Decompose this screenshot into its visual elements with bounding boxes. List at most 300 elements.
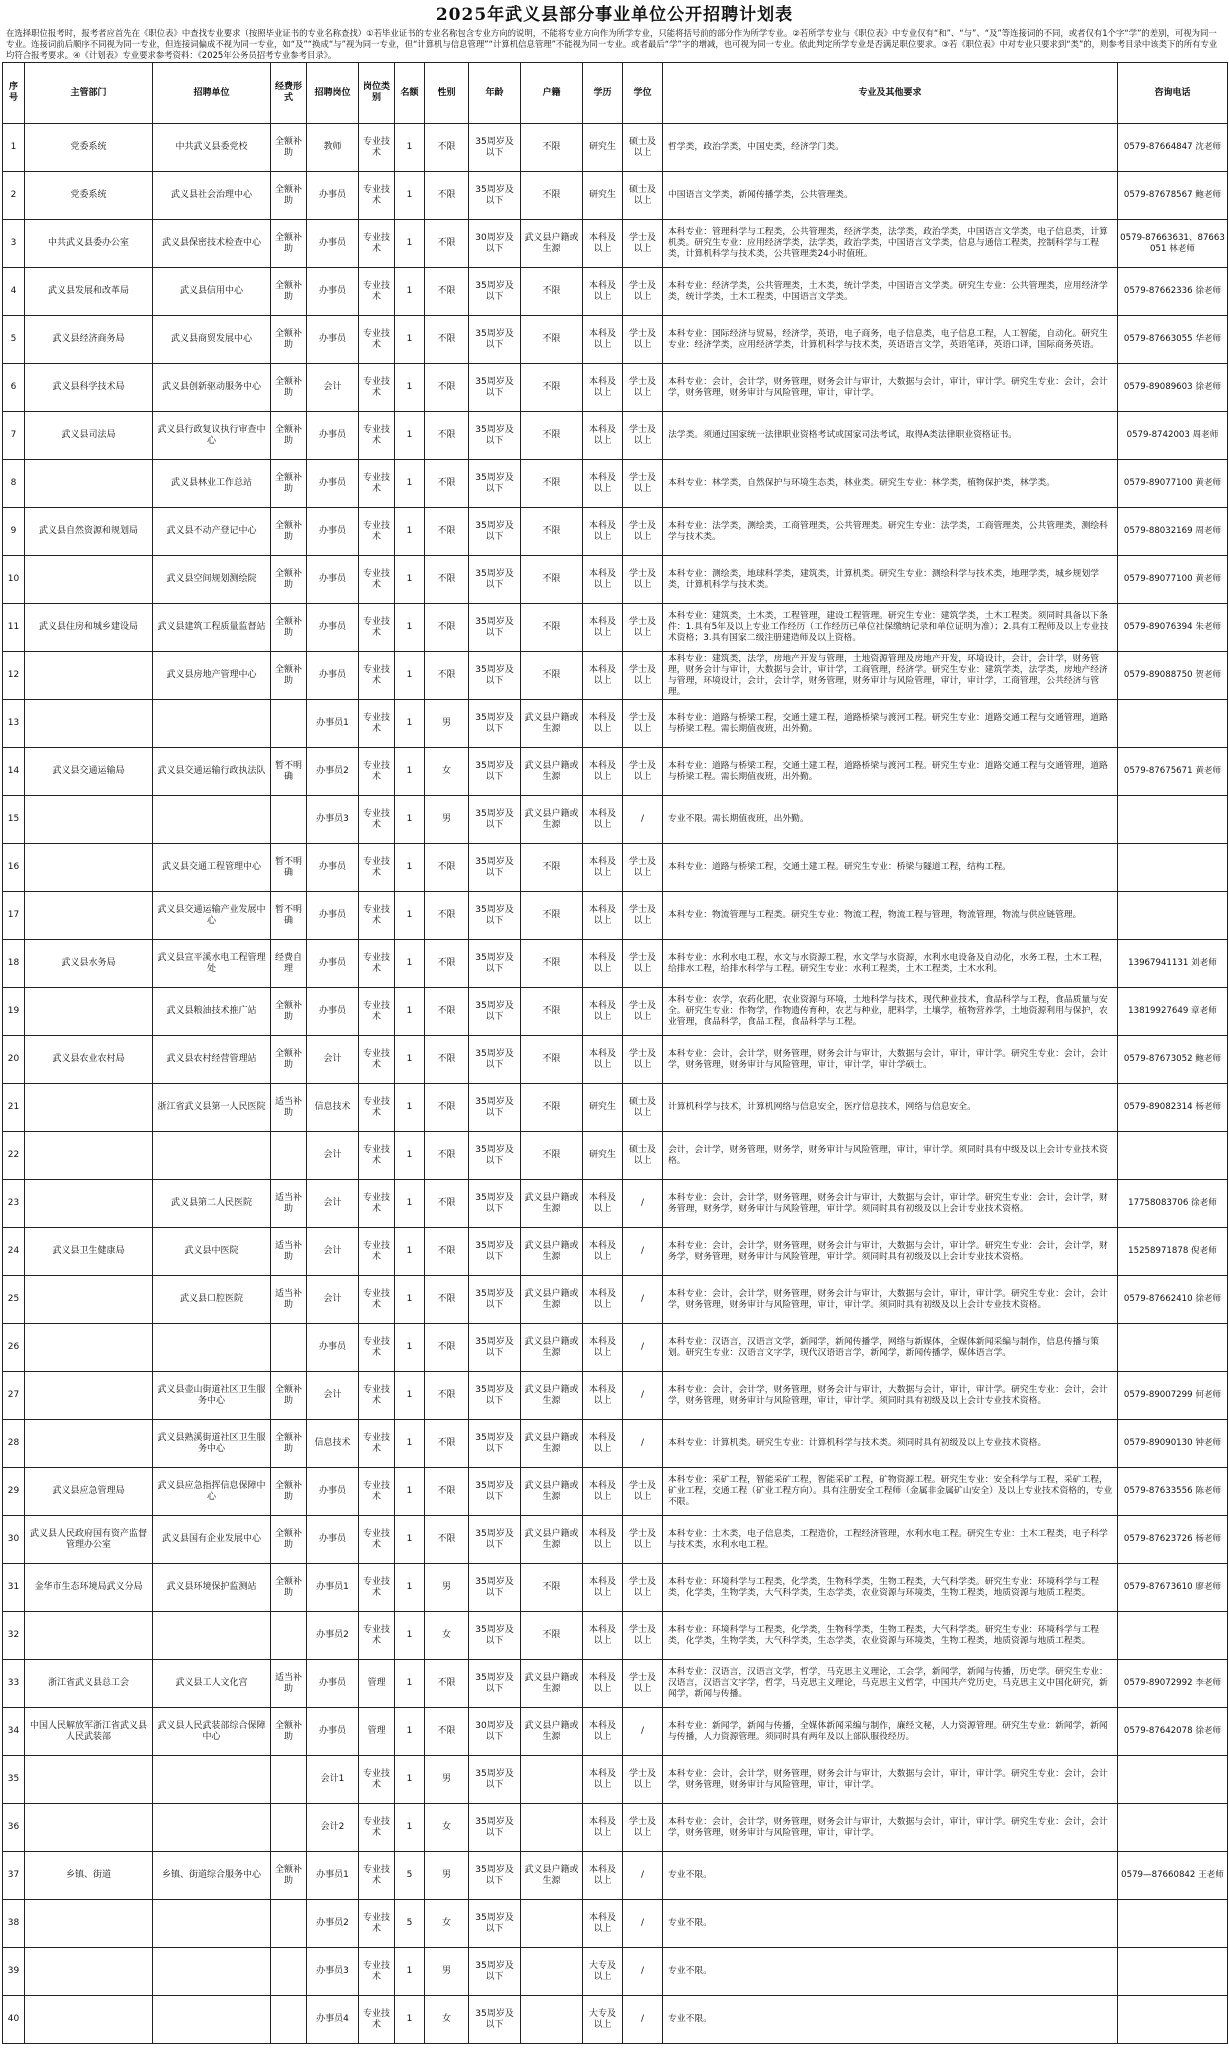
unit-cell [153,1756,271,1804]
contact-cell: 13967941131 刘老师 [1118,940,1228,988]
requirements-cell: 本科专业：道路与桥梁工程，交通土建工程。研究生专业：桥梁与隧道工程，结构工程。 [663,844,1118,892]
funding-cell: 全额补助 [271,1852,307,1900]
household-cell [521,1996,583,2044]
table-row [3,1180,1228,1228]
age-cell: 35周岁及以下 [469,508,521,556]
table-row [3,1900,1228,1948]
degree-cell: 学士及以上 [623,1468,663,1516]
quota-cell: 1 [395,1804,425,1852]
position-cell: 办事员3 [307,796,359,844]
row-number-cell: 26 [3,1324,25,1372]
row-number-cell: 37 [3,1852,25,1900]
household-cell: 武义县户籍或生源 [521,1516,583,1564]
requirements-cell: 本科专业：管理科学与工程类，公共管理类，经济学类，法学类，政治学类，中国语言文学类，电子信息类，计算机类。研究生专业：应用经济学类，法学类，政治学类，中国语言文学类，信息与通信工程类，控制科学与工程类，计算机科学与技术类，公共管理类24小时值班。 [663,220,1118,268]
requirements-cell: 本科专业：汉语言，汉语言文学，哲学，马克思主义理论，工会学，新闻学，新闻与传播，历史学。研究生专业：汉语言，汉语言文字学，哲学，马克思主义理论，马克思主义哲学，中国共产党历史，马克思主义中国化研究，新闻学，新闻与传播。 [663,1660,1118,1708]
position-cell: 办事员 [307,268,359,316]
funding-cell [271,1948,307,1996]
table-row [3,1372,1228,1420]
household-cell: 不限 [521,604,583,652]
requirements-cell: 专业不限。 [663,1948,1118,1996]
department-cell [25,1372,153,1420]
education-cell: 本科及以上 [583,556,623,604]
gender-cell: 不限 [425,604,469,652]
age-cell: 35周岁及以下 [469,700,521,748]
household-cell: 武义县户籍或生源 [521,796,583,844]
education-cell: 本科及以上 [583,1852,623,1900]
header-cell: 专业及其他要求 [663,63,1118,124]
category-cell: 专业技术 [359,412,395,460]
gender-cell: 女 [425,748,469,796]
unit-cell: 武义县交通运输行政执法队 [153,748,271,796]
age-cell: 35周岁及以下 [469,1084,521,1132]
household-cell: 不限 [521,556,583,604]
age-cell: 30周岁及以下 [469,1708,521,1756]
contact-cell: 13819927649 章老师 [1118,988,1228,1036]
department-cell [25,1996,153,2044]
funding-cell: 全额补助 [271,268,307,316]
department-cell: 武义县自然资源和规划局 [25,508,153,556]
age-cell: 35周岁及以下 [469,1756,521,1804]
table-row [3,844,1228,892]
position-cell: 办事员 [307,556,359,604]
position-cell: 办事员 [307,1516,359,1564]
household-cell: 不限 [521,124,583,172]
row-number-cell: 20 [3,1036,25,1084]
degree-cell: 学士及以上 [623,1036,663,1084]
requirements-cell: 本科专业：环境科学与工程类，化学类，生物科学类，生物工程类，大气科学类。研究生专业：环境科学与工程类，化学类，生物学类，大气科学类，生态学类，农业资源与环境类，生物工程类，地质资源与地质工程类。 [663,1612,1118,1660]
contact-cell: 0579-89076394 朱老师 [1118,604,1228,652]
contact-cell [1118,1756,1228,1804]
education-cell: 大专及以上 [583,1948,623,1996]
table-row [3,1612,1228,1660]
unit-cell: 浙江省武义县第一人民医院 [153,1084,271,1132]
position-cell: 办事员 [307,844,359,892]
unit-cell: 武义县应急指挥信息保障中心 [153,1468,271,1516]
degree-cell: / [623,796,663,844]
row-number-cell: 1 [3,124,25,172]
gender-cell: 不限 [425,412,469,460]
department-cell: 党委系统 [25,124,153,172]
age-cell: 35周岁及以下 [469,1324,521,1372]
category-cell: 专业技术 [359,892,395,940]
recruitment-table [2,62,1228,2044]
age-cell: 35周岁及以下 [469,844,521,892]
household-cell: 不限 [521,1612,583,1660]
header-cell: 岗位类别 [359,63,395,124]
contact-cell: 0579-87675671 黄老师 [1118,748,1228,796]
household-cell: 武义县户籍或生源 [521,1660,583,1708]
contact-cell: 0579-8742003 周老师 [1118,412,1228,460]
requirements-cell: 本科专业：会计，会计学，财务管理，财务会计与审计，大数据与会计，审计，审计学。研究生专业：会计，会计学，财务管理，财务审计与风险管理，审计，审计学。须同时具有初级及以上会计专业技术资格。 [663,1276,1118,1324]
contact-cell: 0579—87660842 王老师 [1118,1852,1228,1900]
unit-cell: 武义县建筑工程质量监督站 [153,604,271,652]
age-cell: 35周岁及以下 [469,652,521,700]
household-cell: 武义县户籍或生源 [521,220,583,268]
department-cell: 中国人民解放军浙江省武义县人民武装部 [25,1708,153,1756]
unit-cell: 武义县人民武装部综合保障中心 [153,1708,271,1756]
degree-cell: / [623,1324,663,1372]
table-row [3,364,1228,412]
category-cell: 专业技术 [359,508,395,556]
position-cell: 信息技术 [307,1084,359,1132]
age-cell: 35周岁及以下 [469,316,521,364]
funding-cell: 适当补助 [271,1660,307,1708]
unit-cell [153,1996,271,2044]
unit-cell: 武义县交通工程管理中心 [153,844,271,892]
requirements-cell: 本科专业：会计，会计学，财务管理，财务会计与审计，大数据与会计，审计，审计学。研究生专业：会计，会计学，财务管理，财务审计与风险管理，审计，审计学。 [663,1756,1118,1804]
quota-cell: 1 [395,1612,425,1660]
funding-cell: 全额补助 [271,172,307,220]
position-cell: 办事员3 [307,1948,359,1996]
household-cell: 武义县户籍或生源 [521,1228,583,1276]
education-cell: 本科及以上 [583,1468,623,1516]
unit-cell: 武义县交通运输产业发展中心 [153,892,271,940]
gender-cell: 不限 [425,508,469,556]
age-cell: 35周岁及以下 [469,1180,521,1228]
contact-cell: 0579-89088750 贺老师 [1118,652,1228,700]
education-cell: 本科及以上 [583,268,623,316]
education-cell: 本科及以上 [583,988,623,1036]
requirements-cell: 哲学类，政治学类，中国史类，经济学门类。 [663,124,1118,172]
quota-cell: 1 [395,412,425,460]
requirements-cell: 本科专业：农学，农药化肥，农业资源与环境，土地科学与技术，现代种业技术，食品科学与工程，食品质量与安全。研究生专业：作物学，作物遗传育种，农艺与种业，肥料学，土壤学，植物营养学，土地资源利用与保护，农业管理，食品科学，食品工程，食品科学与工程。 [663,988,1118,1036]
gender-cell: 不限 [425,1084,469,1132]
category-cell: 专业技术 [359,1852,395,1900]
education-cell: 本科及以上 [583,652,623,700]
unit-cell: 武义县行政复议执行审查中心 [153,412,271,460]
unit-cell: 中共武义县委党校 [153,124,271,172]
quota-cell: 5 [395,1900,425,1948]
requirements-cell: 本科专业：汉语言，汉语言文学，新闻学，新闻传播学，网络与新媒体，全媒体新闻采编与制作，信息传播与策划。研究生专业：汉语言文字学，现代汉语语言学，新闻学，新闻传播学，媒体语言学。 [663,1324,1118,1372]
quota-cell: 1 [395,1420,425,1468]
category-cell: 专业技术 [359,1420,395,1468]
quota-cell: 1 [395,1228,425,1276]
funding-cell [271,1132,307,1180]
position-cell: 办事员1 [307,1564,359,1612]
household-cell: 不限 [521,1564,583,1612]
header-cell: 名额 [395,63,425,124]
quota-cell: 1 [395,1084,425,1132]
category-cell: 专业技术 [359,940,395,988]
degree-cell: / [623,1372,663,1420]
department-cell [25,1180,153,1228]
row-number-cell: 15 [3,796,25,844]
education-cell: 本科及以上 [583,1564,623,1612]
quota-cell: 5 [395,1852,425,1900]
quota-cell: 1 [395,1996,425,2044]
gender-cell: 不限 [425,1180,469,1228]
education-cell: 研究生 [583,124,623,172]
education-cell: 研究生 [583,1084,623,1132]
requirements-cell: 本科专业：会计，会计学，财务管理，财务会计与审计，大数据与会计，审计，审计学。研究生专业：会计，会计学，财务管理，财务审计与风险管理，审计，审计学。须同时具有初级及以上会计专业技术资格。 [663,1372,1118,1420]
position-cell: 会计 [307,1276,359,1324]
position-cell: 会计2 [307,1804,359,1852]
requirements-cell: 专业不限。需长期值夜班，出外勤。 [663,796,1118,844]
gender-cell: 男 [425,1852,469,1900]
department-cell: 武义县科学技术局 [25,364,153,412]
department-cell: 武义县水务局 [25,940,153,988]
age-cell: 35周岁及以下 [469,1660,521,1708]
requirements-cell: 计算机科学与技术，计算机网络与信息安全，医疗信息技术，网络与信息安全。 [663,1084,1118,1132]
row-number-cell: 12 [3,652,25,700]
degree-cell: / [623,1708,663,1756]
age-cell: 35周岁及以下 [469,1948,521,1996]
table-body [3,124,1228,2044]
position-cell: 办事员 [307,172,359,220]
contact-cell: 0579-89089603 徐老师 [1118,364,1228,412]
department-cell: 武义县经济商务局 [25,316,153,364]
position-cell: 会计 [307,1036,359,1084]
contact-cell: 0579-87663055 华老师 [1118,316,1228,364]
age-cell: 35周岁及以下 [469,1468,521,1516]
contact-cell [1118,1996,1228,2044]
table-row [3,508,1228,556]
table-row [3,124,1228,172]
position-cell: 会计 [307,1228,359,1276]
education-cell: 本科及以上 [583,1276,623,1324]
unit-cell [153,1324,271,1372]
table-row [3,1228,1228,1276]
category-cell: 专业技术 [359,1948,395,1996]
department-cell: 武义县卫生健康局 [25,1228,153,1276]
contact-cell: 0579-87662336 徐老师 [1118,268,1228,316]
funding-cell: 全额补助 [271,1708,307,1756]
degree-cell: 学士及以上 [623,988,663,1036]
category-cell: 专业技术 [359,604,395,652]
header-cell: 户籍 [521,63,583,124]
contact-cell: 0579-87678567 鲍老师 [1118,172,1228,220]
row-number-cell: 8 [3,460,25,508]
row-number-cell: 28 [3,1420,25,1468]
quota-cell: 1 [395,796,425,844]
department-cell: 武义县农业农村局 [25,1036,153,1084]
funding-cell: 暂不明确 [271,748,307,796]
degree-cell: / [623,1228,663,1276]
department-cell: 武义县司法局 [25,412,153,460]
unit-cell: 武义县空间规划测绘院 [153,556,271,604]
household-cell: 武义县户籍或生源 [521,1708,583,1756]
funding-cell: 全额补助 [271,1036,307,1084]
table-row [3,412,1228,460]
degree-cell: 学士及以上 [623,700,663,748]
contact-cell [1118,1132,1228,1180]
department-cell: 中共武义县委办公室 [25,220,153,268]
education-cell: 本科及以上 [583,1324,623,1372]
gender-cell: 女 [425,1804,469,1852]
position-cell: 办事员 [307,604,359,652]
quota-cell: 1 [395,940,425,988]
unit-cell: 武义县宣平溪水电工程管理处 [153,940,271,988]
funding-cell: 全额补助 [271,412,307,460]
unit-cell [153,796,271,844]
table-row [3,1324,1228,1372]
category-cell: 专业技术 [359,1132,395,1180]
gender-cell: 不限 [425,1372,469,1420]
category-cell: 专业技术 [359,988,395,1036]
category-cell: 专业技术 [359,748,395,796]
category-cell: 专业技术 [359,700,395,748]
degree-cell: 硕士及以上 [623,1084,663,1132]
degree-cell: / [623,1996,663,2044]
category-cell: 专业技术 [359,1612,395,1660]
position-cell: 会计1 [307,1756,359,1804]
row-number-cell: 16 [3,844,25,892]
row-number-cell: 18 [3,940,25,988]
household-cell: 武义县户籍或生源 [521,1276,583,1324]
row-number-cell: 17 [3,892,25,940]
education-cell: 本科及以上 [583,460,623,508]
degree-cell: 学士及以上 [623,1660,663,1708]
requirements-cell: 本科专业：土木类，电子信息类，工程造价，工程经济管理，水利水电工程。研究生专业：土木工程类，电子科学与技术类，水利水电工程。 [663,1516,1118,1564]
position-cell: 办事员 [307,316,359,364]
education-cell: 研究生 [583,172,623,220]
header-cell: 咨询电话 [1118,63,1228,124]
table-row [3,1084,1228,1132]
household-cell: 武义县户籍或生源 [521,1420,583,1468]
row-number-cell: 27 [3,1372,25,1420]
education-cell: 本科及以上 [583,1036,623,1084]
row-number-cell: 32 [3,1612,25,1660]
degree-cell: 学士及以上 [623,604,663,652]
requirements-cell: 本科专业：会计，会计学，财务管理，财务会计与审计，大数据与会计，审计学。研究生专业：会计，会计学，财务学，财务管理，财务审计与风险管理，审计学。须同时具有初级及以上会计专业技术资格。 [663,1228,1118,1276]
gender-cell: 不限 [425,1468,469,1516]
funding-cell [271,1612,307,1660]
quota-cell: 1 [395,1516,425,1564]
position-cell: 办事员2 [307,748,359,796]
header-cell: 性别 [425,63,469,124]
requirements-cell: 本科专业：林学类，自然保护与环境生态类，林业类。研究生专业：林学类，植物保护类，林学类。 [663,460,1118,508]
unit-cell: 武义县农村经营管理站 [153,1036,271,1084]
degree-cell: 学士及以上 [623,940,663,988]
degree-cell: 硕士及以上 [623,124,663,172]
degree-cell: 学士及以上 [623,1516,663,1564]
age-cell: 35周岁及以下 [469,1276,521,1324]
funding-cell: 全额补助 [271,556,307,604]
category-cell: 专业技术 [359,268,395,316]
quota-cell: 1 [395,1756,425,1804]
department-cell [25,844,153,892]
funding-cell: 全额补助 [271,364,307,412]
header-cell: 序号 [3,63,25,124]
degree-cell: 硕士及以上 [623,172,663,220]
table-row [3,1468,1228,1516]
age-cell: 35周岁及以下 [469,796,521,844]
funding-cell: 全额补助 [271,652,307,700]
position-cell: 办事员 [307,1708,359,1756]
education-cell: 本科及以上 [583,700,623,748]
household-cell: 不限 [521,460,583,508]
department-cell [25,1948,153,1996]
contact-cell: 0579-89077100 黄老师 [1118,556,1228,604]
contact-cell [1118,1324,1228,1372]
funding-cell [271,1756,307,1804]
position-cell: 办事员 [307,1660,359,1708]
age-cell: 35周岁及以下 [469,604,521,652]
household-cell: 不限 [521,364,583,412]
table-row [3,268,1228,316]
category-cell: 专业技术 [359,1276,395,1324]
department-cell: 武义县人民政府国有资产监督管理办公室 [25,1516,153,1564]
requirements-cell: 本科专业：环境科学与工程类，化学类，生物科学类，生物工程类，大气科学类。研究生专业：环境科学与工程类，化学类，生物学类，大气科学类，生态学类，农业资源与环境类，生物工程类，地质资源与地质工程类。 [663,1564,1118,1612]
funding-cell: 全额补助 [271,508,307,556]
unit-cell: 武义县口腔医院 [153,1276,271,1324]
gender-cell: 不限 [425,1324,469,1372]
education-cell: 本科及以上 [583,604,623,652]
table-row [3,1660,1228,1708]
quota-cell: 1 [395,1276,425,1324]
funding-cell: 经费自理 [271,940,307,988]
quota-cell: 1 [395,508,425,556]
requirements-cell: 本科专业：水利水电工程，水文与水资源工程，水文学与水资源，水利水电设备及自动化，水务工程，土木工程，给排水工程，给排水科学与工程。研究生专业：水利工程类，土木工程类，土木水利。 [663,940,1118,988]
table-row [3,1276,1228,1324]
age-cell: 35周岁及以下 [469,1228,521,1276]
degree-cell: 学士及以上 [623,364,663,412]
unit-cell: 武义县国有企业发展中心 [153,1516,271,1564]
funding-cell: 适当补助 [271,1180,307,1228]
position-cell: 办事员 [307,940,359,988]
household-cell: 不限 [521,268,583,316]
contact-cell: 0579-87664847 沈老师 [1118,124,1228,172]
funding-cell: 全额补助 [271,1420,307,1468]
row-number-cell: 2 [3,172,25,220]
unit-cell: 武义县林业工作总站 [153,460,271,508]
table-row [3,220,1228,268]
contact-cell [1118,796,1228,844]
requirements-cell: 本科专业：建筑类，法学，房地产开发与管理，土地资源管理及房地产开发，环境设计，会计，会计学，财务管理，财务会计与审计，大数据与会计，审计学，工商管理，经济学。研究生专业：建筑学类，法学类，房地产经济与管理，环境设计，会计，会计学，财务管理，财务审计与风险管理，审计，审计学，工商管理，公共经济与管理。 [663,652,1118,700]
table-row [3,796,1228,844]
gender-cell: 不限 [425,124,469,172]
row-number-cell: 11 [3,604,25,652]
department-cell [25,1420,153,1468]
position-cell: 办事员 [307,988,359,1036]
education-cell: 本科及以上 [583,1180,623,1228]
age-cell: 35周岁及以下 [469,268,521,316]
age-cell: 35周岁及以下 [469,1996,521,2044]
position-cell: 办事员 [307,1324,359,1372]
education-cell: 本科及以上 [583,364,623,412]
row-number-cell: 10 [3,556,25,604]
gender-cell: 不限 [425,892,469,940]
requirements-cell: 本科专业：法学类，测绘类，工商管理类，公共管理类。研究生专业：法学类，工商管理类，公共管理类，测绘科学与技术类。 [663,508,1118,556]
funding-cell: 全额补助 [271,124,307,172]
row-number-cell: 40 [3,1996,25,2044]
row-number-cell: 30 [3,1516,25,1564]
category-cell: 专业技术 [359,556,395,604]
funding-cell: 全额补助 [271,1468,307,1516]
household-cell: 不限 [521,988,583,1036]
education-cell: 本科及以上 [583,940,623,988]
unit-cell: 乡镇、街道综合服务中心 [153,1852,271,1900]
table-row [3,1036,1228,1084]
requirements-cell: 本科专业：测绘类，地球科学类，建筑类，计算机类。研究生专业：测绘科学与技术类，地理学类，城乡规划学类，计算机科学与技术类。 [663,556,1118,604]
gender-cell: 女 [425,1996,469,2044]
funding-cell [271,700,307,748]
unit-cell: 武义县信用中心 [153,268,271,316]
gender-cell: 不限 [425,940,469,988]
household-cell: 不限 [521,844,583,892]
quota-cell: 1 [395,316,425,364]
category-cell: 专业技术 [359,796,395,844]
category-cell: 专业技术 [359,1036,395,1084]
department-cell [25,1804,153,1852]
unit-cell: 武义县商贸发展中心 [153,316,271,364]
gender-cell: 不限 [425,316,469,364]
household-cell: 武义县户籍或生源 [521,1324,583,1372]
gender-cell: 不限 [425,988,469,1036]
degree-cell: / [623,1948,663,1996]
category-cell: 专业技术 [359,1228,395,1276]
row-number-cell: 29 [3,1468,25,1516]
